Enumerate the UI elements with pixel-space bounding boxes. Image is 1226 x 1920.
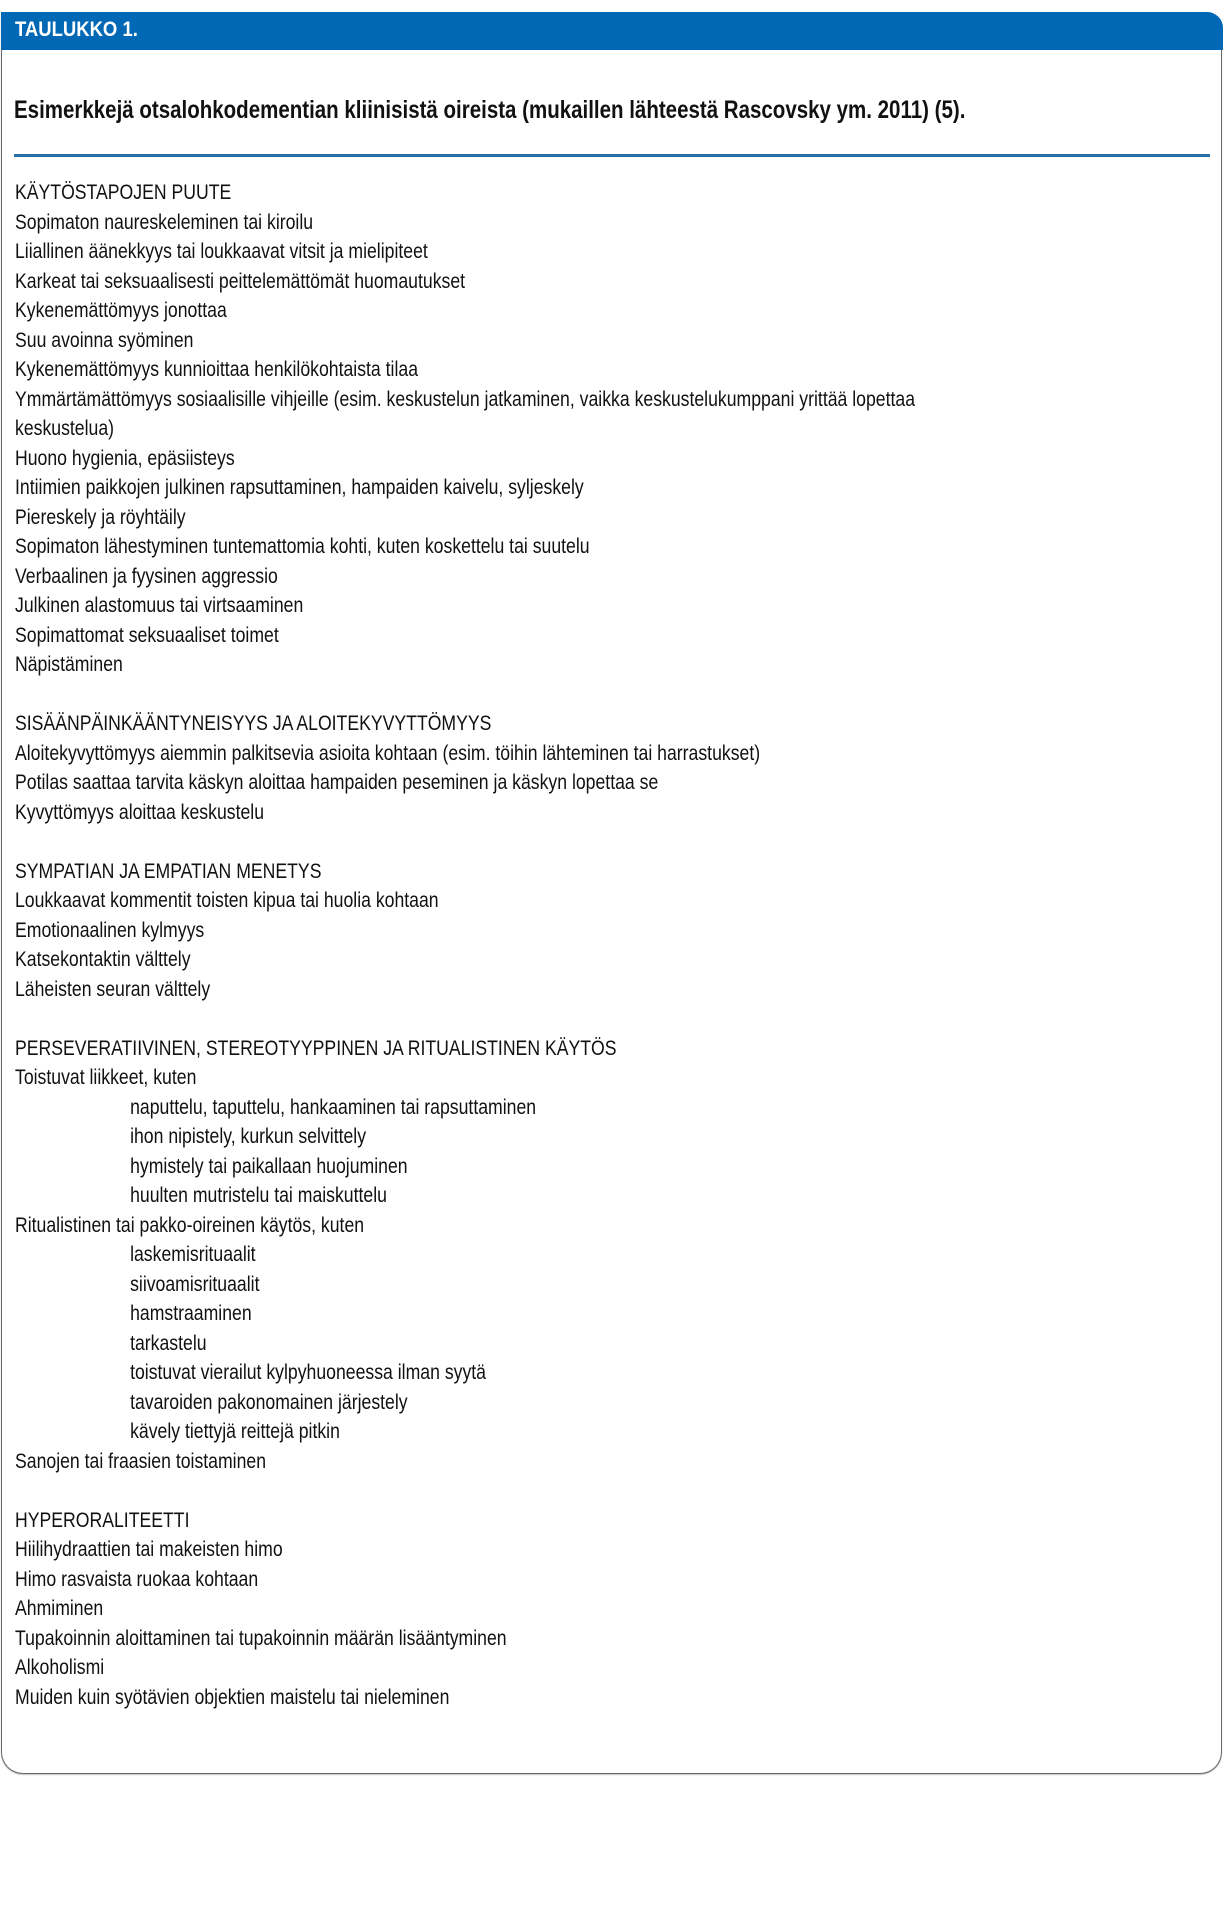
section-spacer [15,1004,1107,1034]
list-subitem: huulten mutristelu tai maiskuttelu [130,1184,387,1207]
list-item: Muiden kuin syötävien objektien maistelu tai nieleminen [15,1685,450,1709]
list-item: Sopimattomat seksuaaliset toimet [15,623,279,647]
table-card [1,12,1222,1774]
list-item: Verbaalinen ja fyysinen aggressio [15,564,278,588]
section-spacer [15,680,1107,710]
section-heading: SYMPATIAN JA EMPATIAN MENETYS [15,859,322,883]
list-item: Näpistäminen [15,653,123,676]
section-spacer [15,1476,1107,1506]
list-item-continuation: keskustelua) [15,417,115,440]
section-heading: HYPERORALITEETTI [15,1508,190,1532]
list-item: Suu avoinna syöminen [15,328,194,352]
list-group-label: Sanojen tai fraasien toistaminen [15,1449,267,1473]
list-item: Läheisten seuran välttely [15,977,211,1001]
list-item: Piereskely ja röyhtäily [15,505,186,529]
section-heading: PERSEVERATIIVINEN, STEREOTYYPPINEN JA RITUALISTINEN KÄYTÖS [15,1036,617,1060]
list-subitem: naputtelu, taputtelu, hankaaminen tai rapsuttaminen [130,1095,537,1119]
list-group-label: Toistuvat liikkeet, kuten [15,1066,197,1089]
list-item: Himo rasvaista ruokaa kohtaan [15,1567,259,1591]
list-item: Loukkaavat kommentit toisten kipua tai huolia kohtaan [15,889,439,912]
list-item: Tupakoinnin aloittaminen tai tupakoinnin määrän lisääntyminen [15,1626,507,1650]
list-subitem: tarkastelu [130,1331,207,1355]
list-subitem: kävely tiettyjä reittejä pitkin [130,1420,340,1443]
list-subitem: hymistely tai paikallaan huojuminen [130,1154,408,1178]
list-item: Potilas saattaa tarvita käskyn aloittaa hampaiden peseminen ja käskyn lopettaa se [15,771,659,794]
list-item: Emotionaalinen kylmyys [15,918,205,942]
list-subitem: ihon nipistely, kurkun selvittely [130,1125,367,1148]
list-subitem: hamstraaminen [130,1302,252,1325]
list-subitem: tavaroiden pakonomainen järjestely [130,1390,408,1414]
table-banner [1,12,1223,50]
section-spacer [15,827,1107,857]
table-number-label: TAULUKKO 1. [14,18,138,41]
list-item: Intiimien paikkojen julkinen rapsuttaminen, hampaiden kaivelu, syljeskely [15,476,584,499]
list-group-label: Ritualistinen tai pakko-oireinen käytös, kuten [15,1213,365,1237]
list-subitem: siivoamisrituaalit [130,1272,260,1296]
list-item: Liiallinen äänekkyys tai loukkaavat vitsit ja mielipiteet [15,240,428,263]
list-item: Hiilihydraattien tai makeisten himo [15,1538,283,1561]
caption-divider [14,154,1210,157]
list-item: Karkeat tai seksuaalisesti peittelemättömät huomautukset [15,269,466,293]
list-item: Kykenemättömyys kunnioittaa henkilökohtaista tilaa [15,358,419,381]
list-item: Sopimaton lähestyminen tuntemattomia kohti, kuten koskettelu tai suutelu [15,535,590,558]
table-content [15,178,1107,1712]
section-heading: KÄYTÖSTAPOJEN PUUTE [15,181,232,204]
list-item: Ymmärtämättömyys sosiaalisille vihjeille (esim. keskustelun jatkaminen, vaikka keskustelukumppani yrittää lopettaa [15,387,916,411]
list-item: Sopimaton naureskeleminen tai kiroilu [15,210,314,234]
list-item: Ahmiminen [15,1597,104,1620]
list-item: Katsekontaktin välttely [15,948,191,971]
list-item: Alkoholismi [15,1656,105,1679]
list-item: Huono hygienia, epäsiisteys [15,446,235,470]
list-item: Kyvyttömyys aloittaa keskustelu [15,800,265,824]
table-caption: Esimerkkejä otsalohkodementian kliinisistä oireista (mukaillen lähteestä Rascovsky ym. 2011) (5). [14,96,966,124]
list-subitem: laskemisrituaalit [130,1243,256,1266]
section-heading: SISÄÄNPÄINKÄÄNTYNEISYYS JA ALOITEKYVYTTÖMYYS [15,712,492,735]
list-item: Kykenemättömyys jonottaa [15,299,227,322]
list-subitem: toistuvat vierailut kylpyhuoneessa ilman syytä [130,1361,486,1384]
list-item: Aloitekyvyttömyys aiemmin palkitsevia asioita kohtaan (esim. töihin lähteminen tai harrastukset) [15,741,761,765]
list-item: Julkinen alastomuus tai virtsaaminen [15,594,304,617]
